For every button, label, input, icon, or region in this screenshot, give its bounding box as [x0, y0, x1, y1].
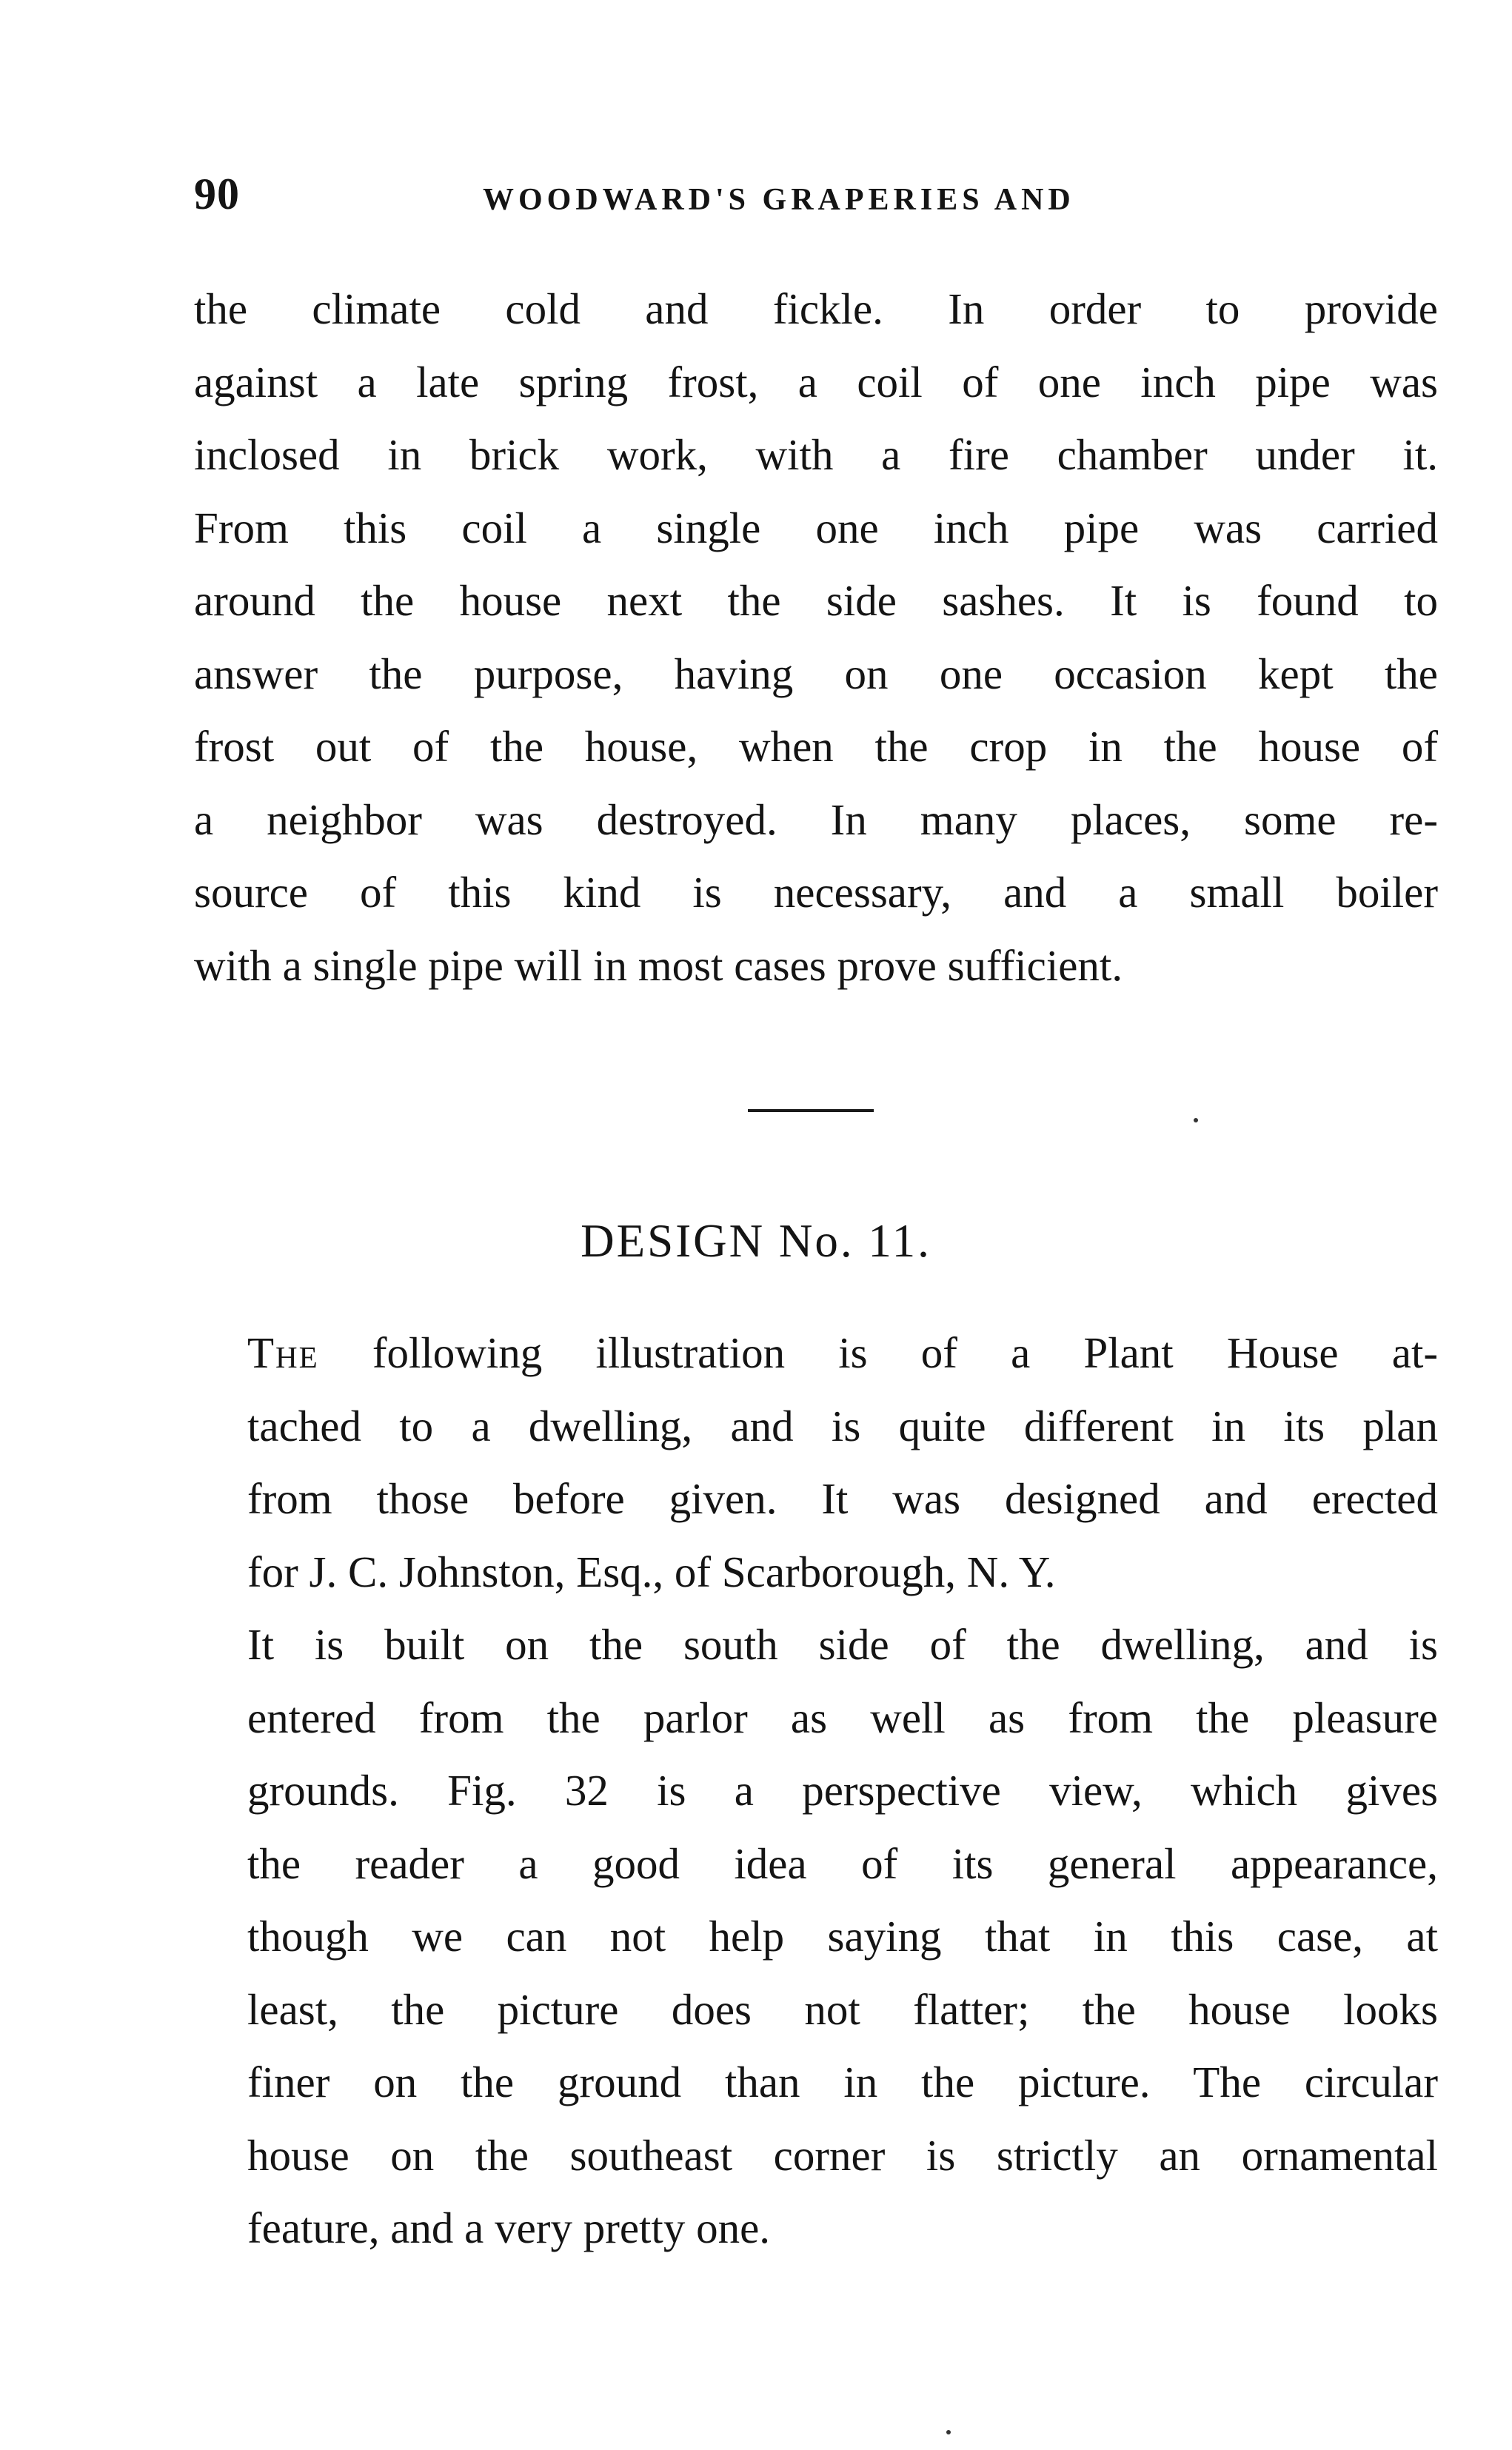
section-heading: DESIGN No. 11.	[581, 1215, 931, 1267]
running-head: WOODWARD'S GRAPERIES AND	[483, 183, 1075, 217]
paragraph-design-intro	[194, 1316, 1438, 1608]
text-line: with a single pipe will in most cases prove sufficient.	[194, 940, 1123, 990]
section-divider-rule	[748, 1109, 874, 1112]
text-line: grounds. Fig. 32 is a perspective view, which gives	[247, 1766, 1438, 1815]
text-line: house on the southeast corner is strictly an ornamental	[247, 2130, 1438, 2180]
text-line	[194, 1316, 1438, 1390]
page-number: 90	[194, 170, 240, 218]
text-line: tached to a dwelling, and is quite different in its plan	[247, 1401, 1438, 1450]
lead-word: The	[247, 1328, 319, 1377]
text-line: frost out of the house, when the crop in the house of	[194, 722, 1438, 771]
text-line: around the house next the side sashes. It is found to	[194, 576, 1438, 625]
text-line: answer the purpose, having on one occasion kept the	[194, 649, 1438, 698]
text-line: the climate cold and fickle. In order to provide	[194, 284, 1438, 333]
text-line: feature, and a very pretty one.	[247, 2203, 771, 2252]
text-line: finer on the ground than in the picture. The circular	[247, 2058, 1438, 2106]
text-line: for J. C. Johnston, Esq., of Scarborough, N. Y.	[247, 1547, 1056, 1596]
text-line: from those before given. It was designed and erected	[247, 1474, 1438, 1523]
text-line: entered from the parlor as well as from the pleasure	[247, 1693, 1438, 1742]
page-header	[194, 169, 1157, 228]
text-line: the reader a good idea of its general appearance,	[247, 1838, 1438, 1888]
text-line: From this coil a single one inch pipe was carried	[194, 503, 1438, 552]
text-line: inclosed in brick work, with a fire chamber under it.	[194, 430, 1438, 479]
text-line: least, the picture does not flatter; the house looks	[247, 1984, 1438, 2034]
print-speck	[946, 2430, 951, 2434]
text-line-rest: following illustration is of a Plant House at-	[318, 1328, 1438, 1377]
paragraph-heating	[194, 272, 1438, 1002]
text-line: source of this kind is necessary, and a small boiler	[194, 868, 1438, 917]
text-line: It is built on the south side of the dwelling, and is	[247, 1620, 1438, 1669]
text-line: a neighbor was destroyed. In many places, some re-	[194, 794, 1438, 844]
paragraph-design-description	[194, 1608, 1438, 2265]
text-line: against a late spring frost, a coil of one inch pipe was	[194, 357, 1438, 406]
print-speck	[1194, 1118, 1198, 1122]
text-line: though we can not help saying that in this case, at	[247, 1912, 1438, 1961]
